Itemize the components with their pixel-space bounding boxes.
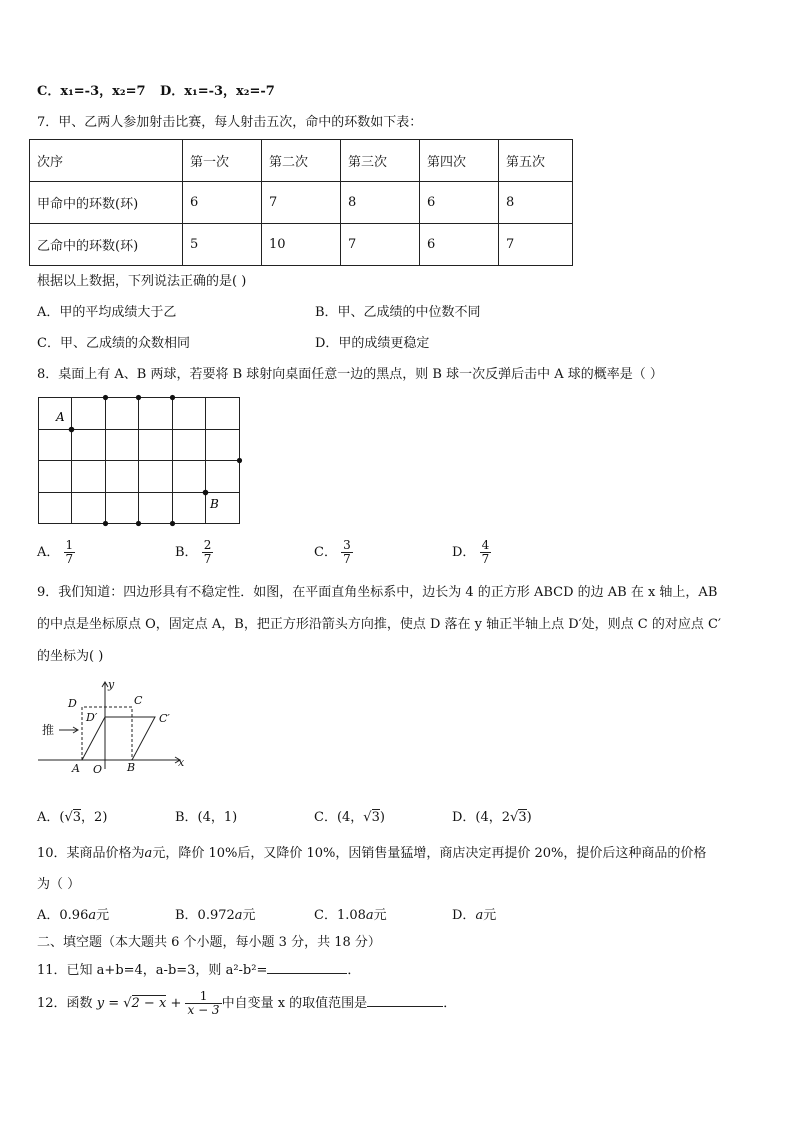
table-cell: 6 [420, 224, 499, 266]
option-text: D． [452, 908, 476, 923]
fraction-numerator: 1 [65, 538, 74, 552]
label-o: O [93, 763, 103, 776]
q8-option-b [175, 539, 213, 566]
stem-text: 10．某商品价格为 [37, 846, 145, 861]
table-cell: 7 [262, 182, 341, 224]
table-cell: 第三次 [341, 140, 420, 182]
sqrt-symbol: √ [510, 810, 519, 825]
table-header-row [30, 140, 573, 182]
q9-option-c [314, 810, 385, 826]
black-dot [170, 521, 175, 526]
fraction [480, 539, 492, 566]
option-text: ) [379, 810, 385, 825]
q6-option-c: C．x₁=-3，x₂=7 [37, 84, 146, 99]
q7-option-a: A．甲的平均成绩大于乙 [37, 305, 177, 320]
table-cell: 甲命中的环数(环) [30, 182, 183, 224]
q8-billiard-grid-figure [30, 390, 250, 530]
answer-blank[interactable] [367, 994, 443, 1007]
ball-b [203, 490, 209, 496]
fraction-denominator: 7 [481, 552, 490, 566]
table-cell: 8 [499, 182, 573, 224]
table-row [30, 224, 573, 266]
stem-text: ． [443, 996, 457, 1011]
table-cell: 7 [341, 224, 420, 266]
radicand: 3 [371, 810, 380, 825]
stem-text: 中自变量 x 的取值范围是 [221, 996, 368, 1011]
variable-a: a [234, 908, 243, 923]
q10-option-a [37, 908, 109, 924]
q10-option-d [452, 908, 496, 924]
stem-text: 11．已知 a+b=4，a-b=3，则 a²-b²= [37, 963, 268, 978]
q10-stem-line2: 为（ ） [37, 877, 81, 892]
label-a: A [72, 762, 80, 775]
stem-text: ． [347, 963, 361, 978]
sqrt-symbol: √ [64, 810, 73, 825]
q9-stem-line2: 的中点是坐标原点 O，固定点 A，B，把正方形沿箭头方向推，使点 D 落在 y 轴正半轴上点 D′处，则点 C 的对应点 C′ [37, 617, 721, 632]
table-cell: 10 [262, 224, 341, 266]
black-dot [136, 521, 141, 526]
fraction-numerator: 3 [343, 538, 351, 552]
fraction-numerator: 2 [203, 538, 212, 552]
fraction-denominator: x − 3 [187, 1003, 220, 1017]
option-text: B．0.972 [175, 908, 235, 923]
option-unit: 元 [373, 908, 387, 923]
option-prefix: A． [37, 545, 60, 560]
q9-option-b: B．(4，1) [175, 810, 238, 825]
table-cell: 乙命中的环数(环) [30, 224, 183, 266]
option-text: A．( [37, 810, 65, 825]
option-unit: 元 [96, 908, 110, 923]
q7-question: 根据以上数据，下列说法正确的是( ) [37, 274, 247, 289]
fraction-numerator: 4 [481, 538, 490, 552]
radicand: 3 [72, 810, 82, 825]
section-heading-fill-in: 二、填空题（本大题共 6 个小题，每小题 3 分，共 18 分） [37, 935, 381, 950]
q11-stem [37, 961, 360, 979]
table-cell: 7 [499, 224, 573, 266]
label-c: C [134, 694, 143, 707]
variable-y: y [96, 996, 105, 1011]
table-cell: 第四次 [420, 140, 499, 182]
option-text: D．(4，2 [452, 810, 511, 825]
q9-option-d [452, 810, 532, 826]
q12-stem [37, 990, 456, 1018]
q6-option-d: D．x₁=-3，x₂=-7 [160, 84, 275, 99]
label-a: A [56, 410, 65, 424]
option-prefix: D． [452, 545, 476, 560]
q8-stem: 8．桌面上有 A、B 两球，若要将 B 球射向桌面任意一边的黑点，则 B 球一次反弹后击中 A 球的概率是（ ） [37, 367, 663, 382]
stem-text: 12．函数 [37, 996, 93, 1011]
option-text: C．1.08 [314, 908, 366, 923]
label-c-prime: C′ [159, 712, 170, 725]
variable-a: a [365, 908, 374, 923]
q9-stem-line1: 9．我们知道：四边形具有不稳定性．如图，在平面直角坐标系中，边长为 4 的正方形 ABCD 的边 AB 在 x 轴上，AB [37, 585, 718, 600]
q9-option-a [37, 810, 107, 826]
option-prefix: B． [175, 545, 198, 560]
label-d-prime: D′ [86, 711, 98, 724]
variable-a: a [88, 908, 97, 923]
q7-option-d: D．甲的成绩更稳定 [315, 336, 430, 351]
fraction-denominator: 7 [343, 552, 351, 566]
q7-stem: 7．甲、乙两人参加射击比赛，每人射击五次，命中的环数如下表： [37, 115, 423, 130]
fraction-denominator: 7 [203, 552, 212, 566]
q10-option-c [314, 908, 387, 924]
option-text: C．(4， [314, 810, 364, 825]
table-row [30, 182, 573, 224]
q8-option-a [37, 539, 75, 566]
sqrt-symbol: √ [123, 996, 132, 1011]
fraction-numerator: 1 [185, 990, 221, 1004]
sqrt-symbol: √ [363, 810, 372, 825]
label-d: D [68, 697, 77, 710]
table-cell: 8 [341, 182, 420, 224]
plus-sign: + [170, 996, 182, 1011]
fraction [341, 539, 353, 566]
fraction [202, 539, 214, 566]
option-prefix: C． [314, 545, 337, 560]
table-cell: 第一次 [183, 140, 262, 182]
q8-option-d [452, 539, 491, 566]
label-push: 推 [42, 723, 55, 737]
option-unit: 元 [242, 908, 256, 923]
label-x: x [178, 756, 185, 769]
fraction [185, 990, 221, 1017]
q8-option-c [314, 539, 353, 566]
black-dot [103, 395, 108, 400]
label-b: B [210, 497, 219, 511]
table-cell: 6 [183, 182, 262, 224]
equals-sign: = [108, 996, 120, 1011]
option-text: ) [526, 810, 532, 825]
black-dot [103, 521, 108, 526]
label-y: y [108, 678, 115, 691]
stem-text: 元，降价 10%后，又降价 10%，因销售量猛增，商店决定再提价 20%，提价后这种商品的价格 [152, 846, 707, 861]
label-b: B [127, 761, 136, 774]
q10-option-b [175, 908, 256, 924]
table-cell: 6 [420, 182, 499, 224]
option-unit: 元 [483, 908, 497, 923]
black-dot [237, 458, 242, 463]
ball-a [69, 427, 75, 433]
table-cell: 次序 [30, 140, 183, 182]
fraction [64, 539, 76, 566]
option-text: A．0.96 [37, 908, 89, 923]
radicand: 2 − x [131, 996, 167, 1011]
table-cell: 5 [183, 224, 262, 266]
q9-stem-line3: 的坐标为( ) [37, 649, 104, 664]
table-cell: 第五次 [499, 140, 573, 182]
variable-a: a [144, 846, 153, 861]
q9-square-push-figure [36, 672, 196, 777]
table-cell: 第二次 [262, 140, 341, 182]
fraction-denominator: 7 [65, 552, 74, 566]
option-text: ，2) [81, 810, 108, 825]
q7-score-table [29, 139, 573, 266]
q7-option-c: C．甲、乙成绩的众数相同 [37, 336, 190, 351]
q10-stem-line1 [37, 846, 706, 862]
black-dot [136, 395, 141, 400]
q7-option-b: B．甲、乙成绩的中位数不同 [315, 305, 481, 320]
black-dot [170, 395, 175, 400]
answer-blank[interactable] [267, 961, 347, 974]
variable-a: a [475, 908, 484, 923]
radicand: 3 [518, 810, 527, 825]
